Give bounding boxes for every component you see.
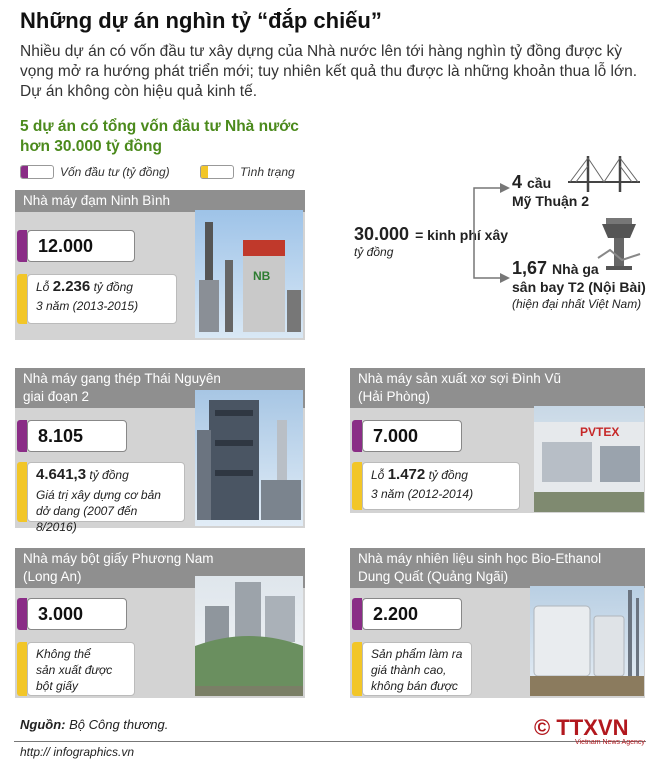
status-field (17, 462, 185, 534)
status-line-3: không bán được (371, 679, 458, 693)
investment-field (17, 420, 127, 452)
status-prefix: Lỗ (36, 280, 50, 294)
status-tab (352, 462, 362, 510)
project-card-bio-ethanol (350, 548, 645, 698)
status-note-line-2: dở dang (2007 đến 8/2016) (36, 504, 138, 534)
legend-yellow-swatch (200, 165, 234, 179)
comparison-amount: 30.000 (354, 224, 410, 244)
status-line-1: Sản phẩm làm ra (371, 647, 463, 661)
status-unit: tỷ đồng (89, 468, 129, 482)
source-credit (20, 717, 168, 732)
status-value (362, 642, 472, 696)
footer-url: http:// infographics.vn (20, 745, 135, 759)
investment-value: 7.000 (362, 420, 462, 452)
bridge-label-2: Mỹ Thuận 2 (512, 193, 590, 209)
status-field (352, 462, 520, 510)
status-unit: tỷ đồng (428, 468, 468, 482)
status-tab (17, 274, 27, 324)
investment-tab (17, 420, 27, 452)
control-tower-icon (596, 214, 642, 274)
bridge-icon (566, 152, 642, 196)
photo-label: NB (253, 269, 271, 283)
status-value (362, 462, 520, 510)
project-name (350, 368, 645, 408)
copyright-icon: © (534, 715, 551, 740)
project-name-line-2: (Long An) (23, 569, 82, 584)
terminal-label-2: sân bay T2 (Nội Bài) (512, 279, 646, 295)
project-photo (530, 586, 644, 696)
legend-status-label: Tình trạng (240, 165, 295, 179)
project-name-line-2: giai đoạn 2 (23, 389, 90, 404)
terminal-note: (hiện đại nhất Việt Nam) (512, 297, 642, 311)
status-tab (17, 642, 27, 696)
agency-logo-text: TTXVN (556, 715, 629, 740)
status-amount: 4.641,3 (36, 466, 87, 483)
source-label: Nguồn: (20, 717, 66, 732)
status-field (17, 274, 177, 324)
source-value: Bộ Công thương. (69, 717, 169, 732)
investment-field (352, 598, 462, 630)
project-name (350, 548, 645, 588)
project-name-line-1: Nhà máy nhiên liệu sinh học Bio-Ethanol (358, 551, 602, 566)
project-card-thai-nguyen (15, 368, 305, 534)
project-name-line-1: Nhà máy gang thép Thái Nguyên (23, 371, 221, 386)
terminal-count: 1,67 (512, 258, 548, 278)
project-photo (534, 406, 644, 512)
investment-tab (352, 598, 362, 630)
status-note: 3 năm (2013-2015) (36, 299, 139, 313)
status-value (27, 642, 135, 696)
status-note-line-1: Giá trị xây dựng cơ bản (36, 488, 161, 502)
investment-field (17, 230, 135, 262)
status-line-2: sản xuất được (36, 663, 113, 677)
status-line-3: bột giấy (36, 679, 79, 693)
investment-field (17, 598, 127, 630)
intro-text: Nhiều dự án có vốn đầu tư xây dựng của Nhà nước lên tới hàng nghìn tỷ đồng được kỳ vọng mở ra hướng phát triển mới; tuy nhiên kết quả thu được là những khoản thua lỗ lớn. Dự án không còn hiệu quả kinh tế. (20, 43, 638, 100)
legend-purple-swatch (20, 165, 54, 179)
investment-value: 8.105 (27, 420, 127, 452)
comparison-unit: tỷ đồng (354, 245, 394, 259)
comparison-equals: = kinh phí xây (415, 227, 509, 243)
paper-plant-illustration (195, 576, 303, 696)
project-photo (195, 390, 303, 526)
project-card-dinh-vu (350, 368, 645, 513)
investment-value: 12.000 (27, 230, 135, 262)
status-value (27, 274, 177, 324)
investment-tab (17, 230, 27, 262)
bridge-label-1: cầu (527, 175, 552, 191)
legend-investment (20, 165, 170, 179)
status-prefix: Lỗ (371, 468, 385, 482)
status-note: 3 năm (2012-2014) (371, 487, 474, 501)
status-amount: 2.236 (52, 278, 91, 295)
status-value (27, 462, 185, 534)
status-tab (352, 642, 362, 696)
status-field (17, 642, 135, 696)
fiber-plant-illustration (534, 406, 644, 512)
legend-investment-label: Vốn đầu tư (tỷ đồng) (60, 165, 170, 179)
photo-label: PVTEX (580, 425, 620, 439)
investment-tab (17, 598, 27, 630)
investment-value: 3.000 (27, 598, 127, 630)
agency-logo (534, 715, 628, 741)
status-tab (17, 462, 27, 522)
terminal-label-1: Nhà ga (552, 261, 599, 277)
project-name-line-1: Nhà máy sản xuất xơ sợi Đình Vũ (358, 371, 562, 386)
investment-tab (352, 420, 362, 452)
investment-field (352, 420, 462, 452)
project-name: Nhà máy đạm Ninh Bình (15, 190, 305, 212)
status-line-1: Không thể (36, 647, 91, 661)
project-card-phuong-nam (15, 548, 305, 698)
steel-plant-illustration (195, 390, 303, 526)
project-photo (195, 576, 303, 696)
subtitle (20, 117, 299, 157)
project-photo (195, 210, 303, 338)
project-name-line-2: Dung Quất (Quảng Ngãi) (358, 569, 509, 584)
status-amount: 1.472 (387, 466, 426, 483)
status-field (352, 642, 472, 696)
page-title: Những dự án nghìn tỷ “đắp chiếu” (20, 8, 382, 33)
fertilizer-plant-illustration (195, 210, 303, 338)
footer-divider (14, 741, 646, 742)
project-name-line-2: (Hải Phòng) (358, 389, 431, 404)
bridge-count: 4 (512, 172, 523, 192)
legend-status (200, 165, 295, 179)
subtitle-line-1: 5 dự án có tổng vốn đầu tư Nhà nước (20, 118, 299, 135)
investment-value: 2.200 (362, 598, 462, 630)
project-name-line-1: Nhà máy bột giấy Phương Nam (23, 551, 214, 566)
agency-logo-subtitle: Vietnam News Agency (575, 739, 645, 746)
status-unit: tỷ đồng (93, 280, 133, 294)
subtitle-line-2: hơn 30.000 tỷ đồng (20, 138, 162, 155)
status-line-2: giá thành cao, (371, 663, 447, 677)
project-card-ninh-binh (15, 190, 305, 340)
ethanol-tanks-illustration (530, 586, 644, 696)
